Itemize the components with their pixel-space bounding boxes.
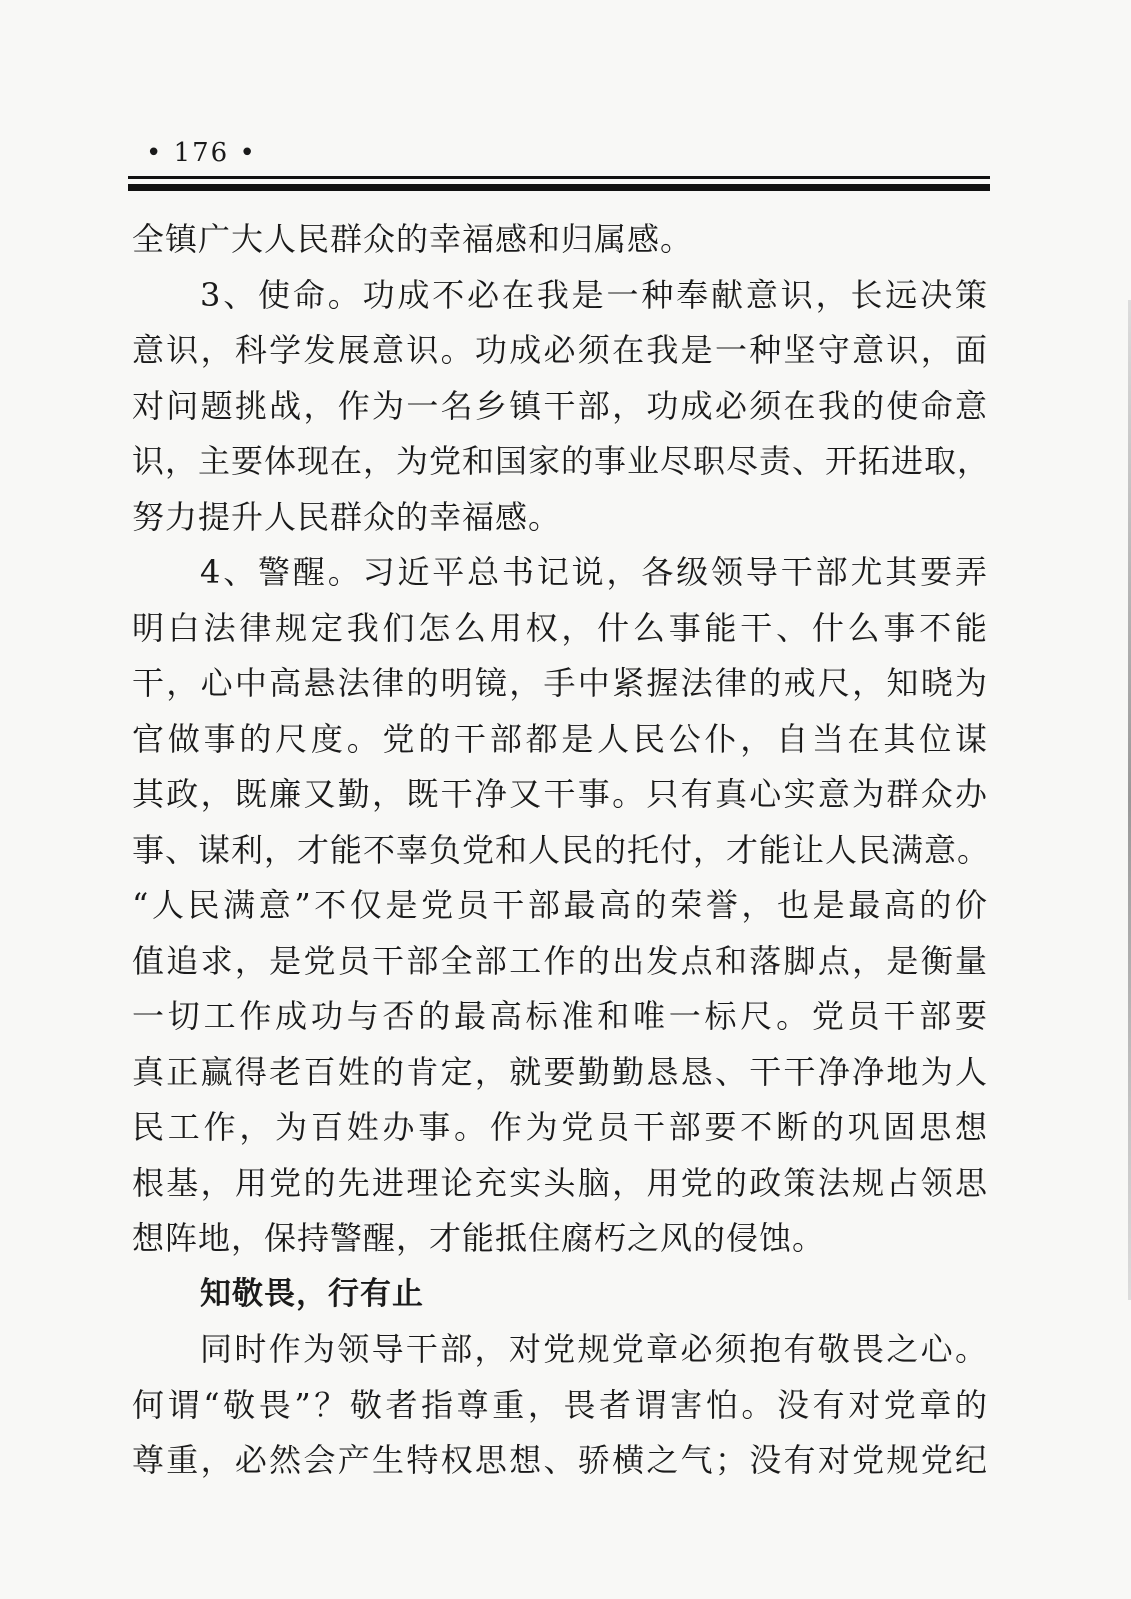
text-line: 对问题挑战，作为一名乡镇干部，功成必须在我的使命意 [132, 386, 988, 425]
text-line: 官做事的尺度。党的干部都是人民公仆，自当在其位谋 [132, 719, 988, 758]
body-text [132, 212, 991, 1489]
text-line: 民工作，为百姓办事。作为党员干部要不断的巩固思想 [132, 1108, 988, 1146]
text-line: 4、警醒。习近平总书记说，各级领导干部尤其要弄 [200, 553, 988, 591]
text-line: 全镇广大人民群众的幸福感和归属感。 [132, 220, 694, 258]
text-line: 何谓“敬畏”？敬者指尊重，畏者谓害怕。没有对党章的 [132, 1385, 988, 1424]
page-number: • 176 • [146, 138, 257, 168]
text-line: 其政，既廉又勤，既干净又干事。只有真心实意为群众办 [132, 775, 988, 813]
text-line: 事、谋利，才能不辜负党和人民的托付，才能让人民满意。 [132, 830, 991, 869]
text-line: “人民满意”不仅是党员干部最高的荣誉，也是最高的价 [132, 886, 988, 924]
text-line: 根基，用党的先进理论充实头脑，用党的政策法规占领思 [132, 1163, 988, 1202]
text-line: 识，主要体现在，为党和国家的事业尽职尽责、开拓进取， [132, 442, 991, 480]
text-line: 值追求，是党员干部全部工作的出发点和落脚点，是衡量 [132, 941, 988, 980]
text-line: 尊重，必然会产生特权思想、骄横之气；没有对党规党纪 [132, 1441, 988, 1479]
text-line: 真正赢得老百姓的肯定，就要勤勤恳恳、干干净净地为人 [132, 1052, 988, 1091]
text-line: 意识，科学发展意识。功成必须在我是一种坚守意识，面 [132, 331, 988, 369]
text-line: 想阵地，保持警醒，才能抵住腐朽之风的侵蚀。 [132, 1219, 826, 1257]
text-line: 同时作为领导干部，对党规党章必须抱有敬畏之心。 [200, 1330, 988, 1368]
header-rule-thick [128, 184, 990, 191]
text-line: 明白法律规定我们怎么用权，什么事能干、什么事不能 [132, 608, 988, 647]
text-line: 3、使命。功成不必在我是一种奉献意识，长远决策 [200, 275, 988, 314]
section-heading: 知敬畏，行有止 [200, 1275, 424, 1312]
text-line: 努力提升人民群众的幸福感。 [132, 497, 562, 536]
header-rule-thin [128, 176, 990, 179]
text-line: 一切工作成功与否的最高标准和唯一标尺。党员干部要 [132, 997, 988, 1035]
text-line: 干，心中高悬法律的明镜，手中紧握法律的戒尺，知晓为 [132, 664, 988, 702]
